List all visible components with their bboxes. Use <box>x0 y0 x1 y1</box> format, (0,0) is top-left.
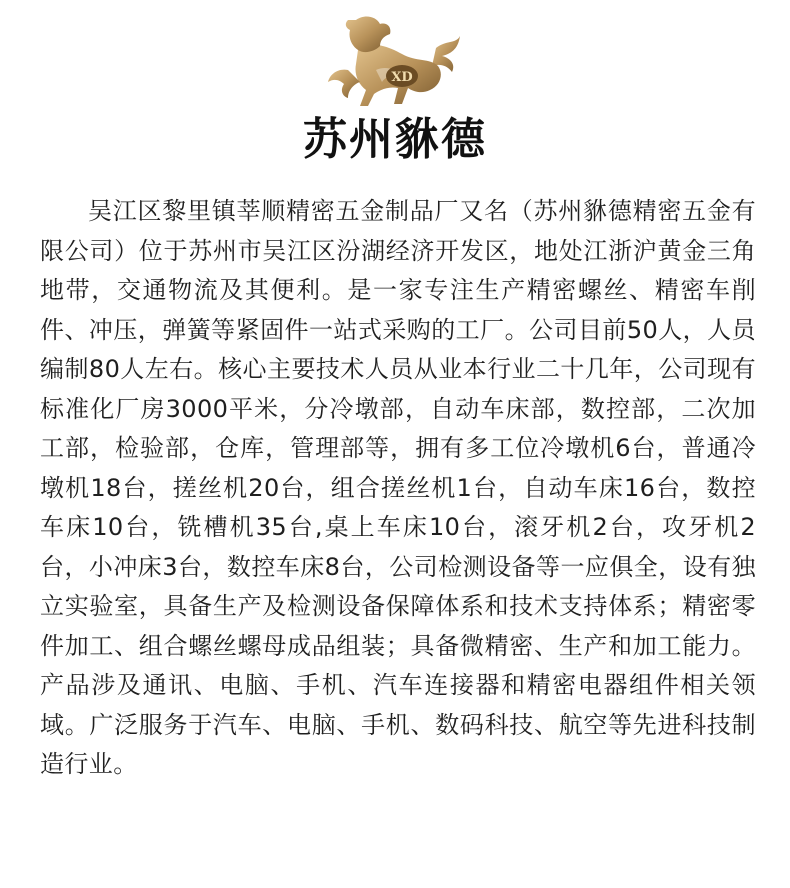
company-logo <box>0 0 790 180</box>
golden-qilin-icon <box>318 10 468 110</box>
brand-wordmark: 苏州貅德 <box>303 114 487 165</box>
company-intro-paragraph: 吴江区黎里镇莘顺精密五金制品厂又名（苏州貅德精密五金有限公司）位于苏州市吴江区汾湖经济开发区，地处江浙沪黄金三角地带，交通物流及其便利。是一家专注生产精密螺丝、精密车削件、冲压，弹簧等紧固件一站式采购的工厂。公司目前50人，人员编制80人左右。核心主要技术人员从业本行业二十几年，公司现有标准化厂房3000平米，分冷墩部，自动车床部，数控部，二次加工部，检验部，仓库，管理部等，拥有多工位冷墩机6台，普通冷墩机18台，搓丝机20台，组合搓丝机1台，自动车床16台，数控车床10台，铣槽机35台,桌上车床10台，滚牙机2台，攻牙机2台，小冲床3台，数控车床8台，公司检测设备等一应俱全，设有独立实验室，具备生产及检测设备保障体系和技术支持体系；精密零件加工、组合螺丝螺母成品组装；具备微精密、生产和加工能力。 产品涉及通讯、电脑、手机、汽车连接器和精密电器组件相关领域。广泛服务于汽车、电脑、手机、数码科技、航空等先进科技制造行业。 <box>40 197 756 778</box>
emblem-monogram: XD <box>391 70 413 85</box>
